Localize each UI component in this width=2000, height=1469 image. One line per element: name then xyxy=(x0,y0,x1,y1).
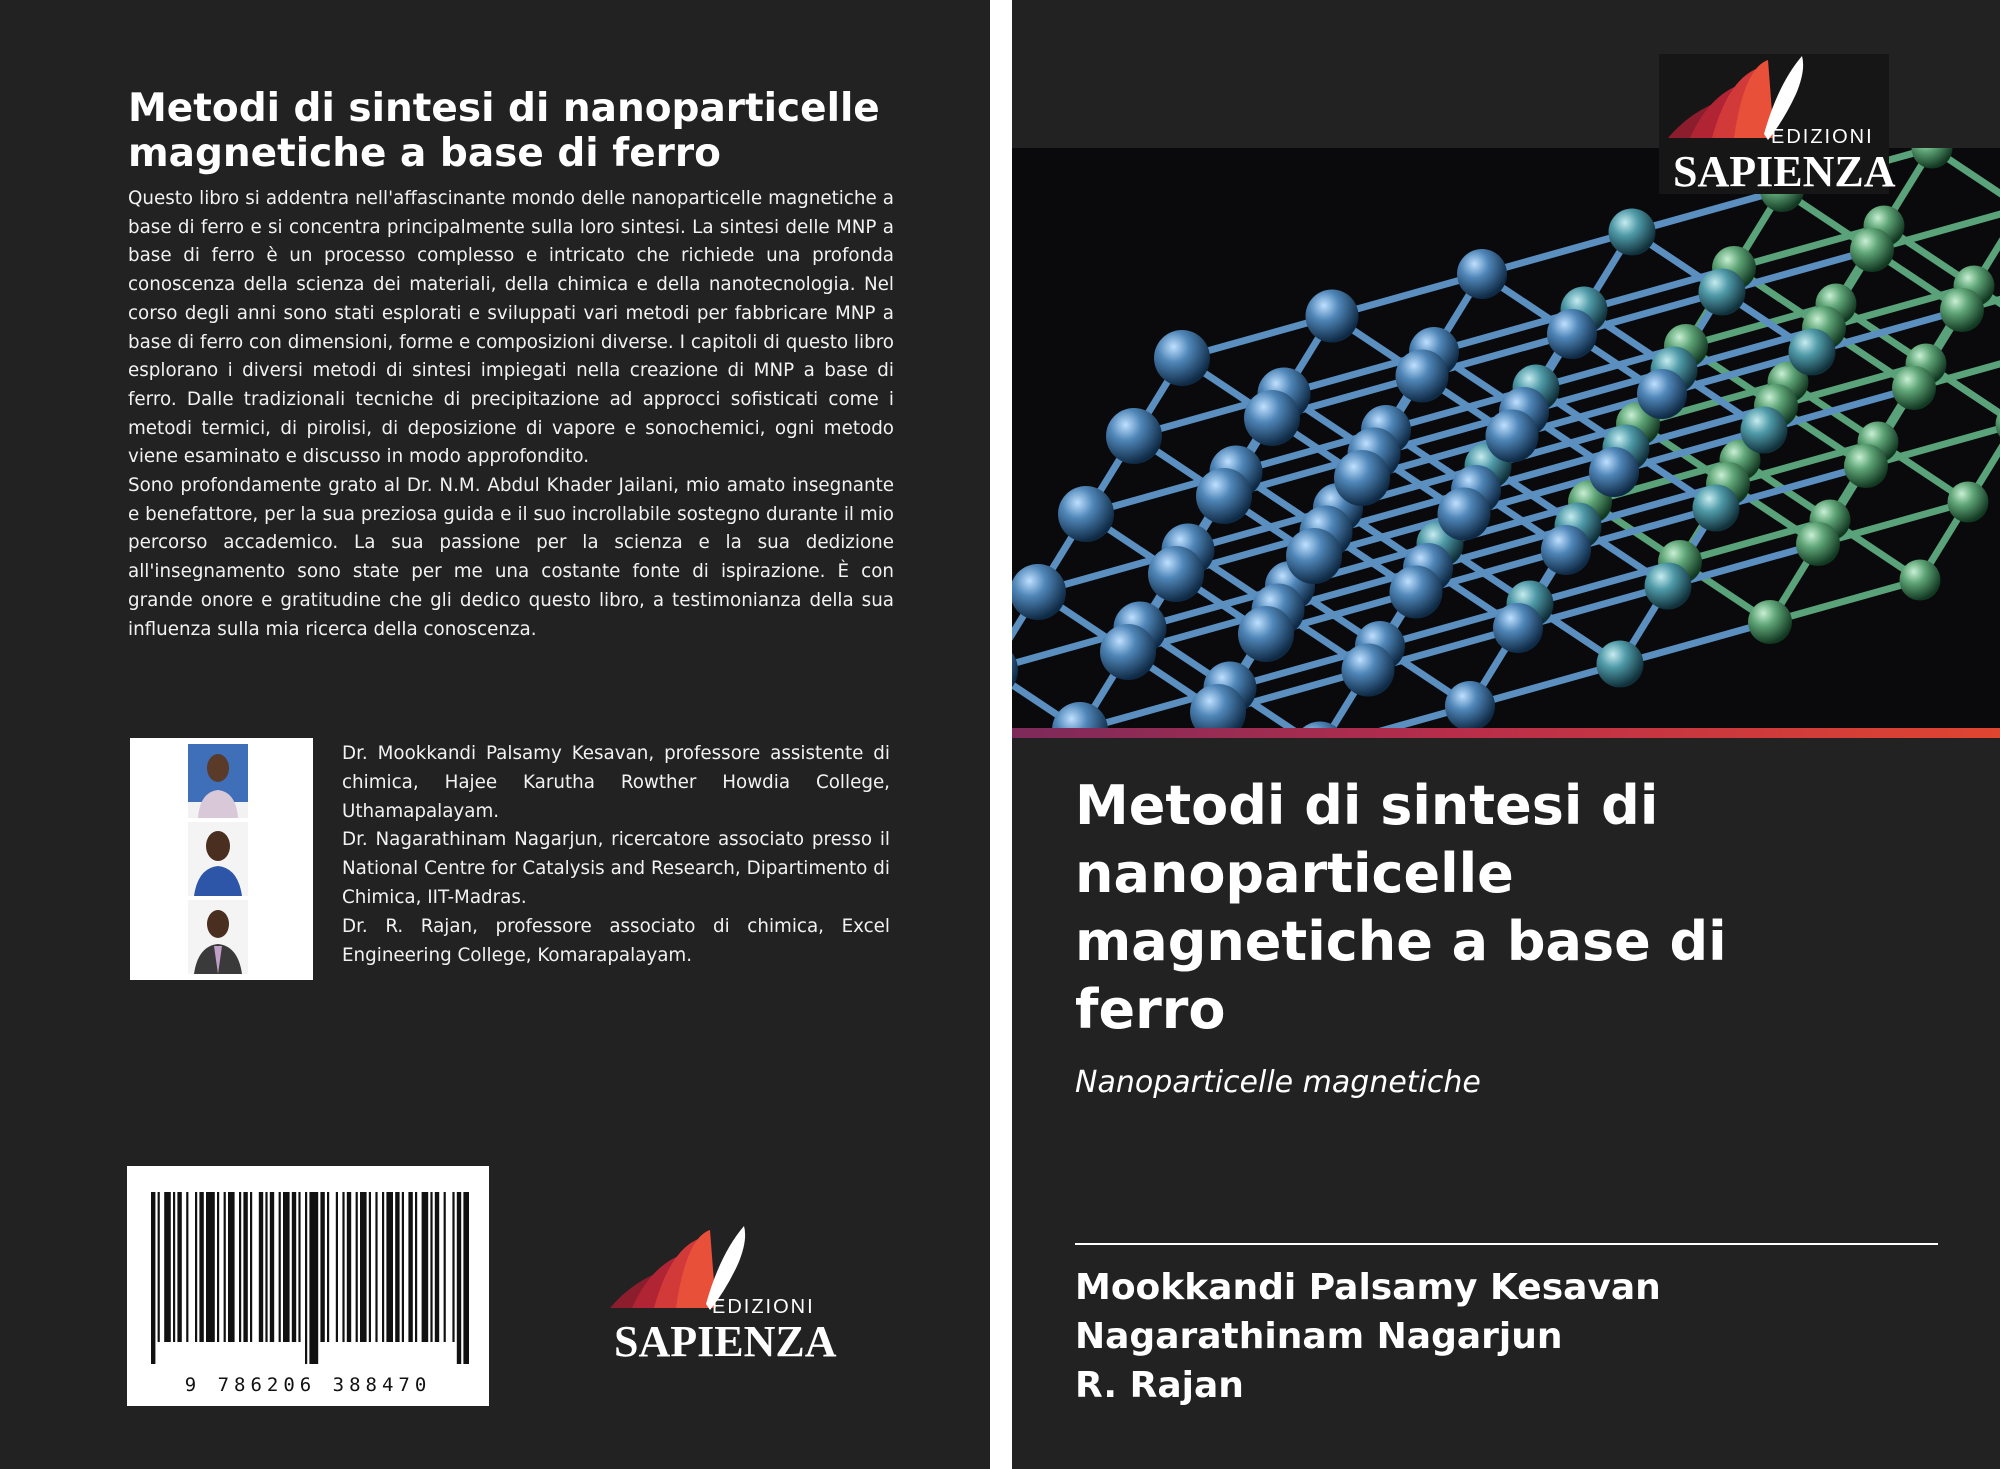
author-list xyxy=(1075,1263,1955,1410)
front-title-line-2: nanoparticelle xyxy=(1075,842,1514,905)
author-divider xyxy=(1075,1243,1938,1245)
publisher-edition-label: EDIZIONI xyxy=(712,1296,815,1318)
author-photo-2 xyxy=(188,822,248,896)
back-cover-title xyxy=(128,86,908,176)
author-name-2: Nagarathinam Nagarjun xyxy=(1075,1316,1563,1357)
front-title-line-4: ferro xyxy=(1075,978,1226,1041)
publisher-name: SAPIENZA xyxy=(614,1317,837,1366)
isbn-barcode xyxy=(127,1166,489,1406)
author-bio-1: Dr. Mookkandi Palsamy Kesavan, professore assistente di chimica, Hajee Karutha Rowther Howdia College, Uthamapalayam. xyxy=(342,743,890,822)
publisher-logo-back xyxy=(602,1224,837,1366)
book-subtitle: Nanoparticelle magnetiche xyxy=(1075,1065,1481,1100)
author-photos xyxy=(130,738,313,980)
author-bios xyxy=(342,740,890,970)
blurb-paragraph-2: Sono profondamente grato al Dr. N.M. Abdul Khader Jailani, mio amato insegnante e benefattore, per la sua preziosa guida e il suo incrollabile sostegno durante il mio percorso accademico. La sua passione per la scienza e la sua dedizione all'insegnamento sono state per me una costante fonte di ispirazione. È con grande onore e gratitudine che gli dedico questo libro, a testimonianza della sua influenza sulla mia ricerca della conoscenza. xyxy=(128,475,894,640)
back-cover xyxy=(0,0,990,1469)
book-blurb xyxy=(128,185,894,644)
author-name-1: Mookkandi Palsamy Kesavan xyxy=(1075,1267,1661,1308)
back-title-line-2: magnetiche a base di ferro xyxy=(128,131,721,176)
author-photo-3 xyxy=(188,900,248,974)
barcode-bars xyxy=(147,1192,469,1364)
front-title-line-1: Metodi di sintesi di xyxy=(1075,774,1659,837)
accent-stripe xyxy=(1012,728,2000,738)
front-cover-title xyxy=(1075,772,1935,1044)
cover-illustration xyxy=(1012,148,2000,728)
front-cover xyxy=(1012,0,2000,1469)
publisher-edition-label-front: EDIZIONI xyxy=(1771,126,1874,148)
author-bio-3: Dr. R. Rajan, professore associato di chimica, Excel Engineering College, Komarapalayam. xyxy=(342,915,890,966)
crystal-lattice-illustration xyxy=(1012,148,2000,728)
author-photo-1 xyxy=(188,744,248,818)
front-title-line-3: magnetiche a base di xyxy=(1075,910,1727,973)
blurb-paragraph-1: Questo libro si addentra nell'affascinante mondo delle nanoparticelle magnetiche a base di ferro e si concentra principalmente sulla loro sintesi. La sintesi delle MNP a base di ferro è un processo complesso e intricato che richiede una profonda conoscenza della scienza dei materiali, della chimica e della nanotecnologia. Nel corso degli anni sono stati esplorati e sviluppati vari metodi per fabbricare MNP a base di ferro con dimensioni, forme e composizioni diverse. I capitoli di questo libro esplorano i diversi metodi di sintesi impiegati nella creazione di MNP a base di ferro. Dalle tradizionali tecniche di precipitazione ad approcci sofisticati come i metodi termici, di pirolisi, di deposizione di vapore e sonochemici, ogni metodo viene esaminato e discusso in modo approfondito. xyxy=(128,188,894,468)
author-name-3: R. Rajan xyxy=(1075,1365,1244,1406)
publisher-logo-front xyxy=(1659,54,1896,196)
isbn-number: 9 786206 388470 xyxy=(184,1374,432,1396)
publisher-name-front: SAPIENZA xyxy=(1673,147,1896,196)
back-title-line-1: Metodi di sintesi di nanoparticelle xyxy=(128,86,880,131)
author-bio-2: Dr. Nagarathinam Nagarjun, ricercatore associato presso il National Centre for Catalysis and Research, Dipartimento di Chimica, IIT-Madras. xyxy=(342,829,890,908)
